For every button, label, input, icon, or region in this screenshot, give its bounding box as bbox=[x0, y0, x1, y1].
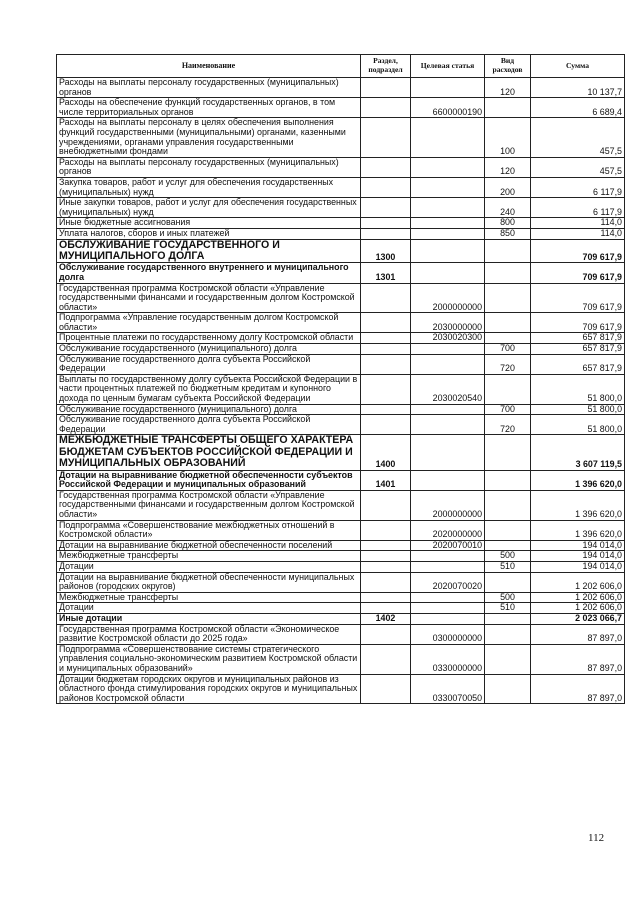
row-section bbox=[361, 603, 411, 614]
row-article bbox=[411, 592, 485, 603]
row-name: Закупка товаров, работ и услуг для обеспечения государственных (муниципальных) нужд bbox=[57, 177, 361, 197]
table-row bbox=[57, 592, 625, 603]
table-row bbox=[57, 263, 625, 283]
row-name: Иные бюджетные ассигнования bbox=[57, 218, 361, 229]
row-article: 2030020300 bbox=[411, 333, 485, 344]
row-section bbox=[361, 98, 411, 118]
row-expense-type bbox=[485, 613, 531, 624]
table-row bbox=[57, 404, 625, 415]
row-name: Иные дотации bbox=[57, 613, 361, 624]
row-sum: 709 617,9 bbox=[531, 283, 625, 313]
row-name: Расходы на выплаты персоналу государственных (муниципальных) органов bbox=[57, 157, 361, 177]
header-type: Вид расходов bbox=[485, 55, 531, 78]
row-name: Дотации на выравнивание бюджетной обеспеченности муниципальных районов (городских округов) bbox=[57, 572, 361, 592]
row-article bbox=[411, 263, 485, 283]
row-sum: 87 897,0 bbox=[531, 644, 625, 674]
row-article bbox=[411, 613, 485, 624]
row-name: Расходы на выплаты персоналу в целях обеспечения выполнения функций государственными (муниципальными) органами, казенными учреждениями, органами управления государственными внебюджетными фондами bbox=[57, 118, 361, 157]
row-sum: 114,0 bbox=[531, 218, 625, 229]
row-name: Дотации на выравнивание бюджетной обеспеченности субъектов Российской Федерации и муниципальных образований bbox=[57, 470, 361, 490]
row-section bbox=[361, 228, 411, 239]
row-name: Подпрограмма «Совершенствование системы стратегического управления социально-экономическим развитием Костромской области и муниципальных образований» bbox=[57, 644, 361, 674]
row-expense-type: 700 bbox=[485, 404, 531, 415]
row-section bbox=[361, 644, 411, 674]
row-sum: 1 202 606,0 bbox=[531, 592, 625, 603]
row-expense-type bbox=[485, 624, 531, 644]
row-sum: 51 800,0 bbox=[531, 404, 625, 415]
row-article: 6600000190 bbox=[411, 98, 485, 118]
row-article: 0300000000 bbox=[411, 624, 485, 644]
row-article bbox=[411, 198, 485, 218]
row-name: Дотации bbox=[57, 561, 361, 572]
row-sum: 1 396 620,0 bbox=[531, 470, 625, 490]
table-row bbox=[57, 572, 625, 592]
row-sum: 457,5 bbox=[531, 118, 625, 157]
row-sum: 6 689,4 bbox=[531, 98, 625, 118]
row-sum: 1 202 606,0 bbox=[531, 572, 625, 592]
row-article: 2000000000 bbox=[411, 490, 485, 520]
row-sum: 657 817,9 bbox=[531, 344, 625, 355]
table-row bbox=[57, 344, 625, 355]
row-article: 2020070010 bbox=[411, 540, 485, 551]
row-name: Государственная программа Костромской области «Управление государственными финансами и государственным долгом Костромской области» bbox=[57, 490, 361, 520]
row-expense-type: 200 bbox=[485, 177, 531, 197]
row-expense-type bbox=[485, 263, 531, 283]
row-article: 2030020540 bbox=[411, 374, 485, 404]
table-header-row bbox=[57, 55, 625, 78]
row-article bbox=[411, 415, 485, 435]
row-section bbox=[361, 283, 411, 313]
row-expense-type bbox=[485, 333, 531, 344]
row-expense-type: 700 bbox=[485, 344, 531, 355]
row-expense-type: 720 bbox=[485, 415, 531, 435]
row-article bbox=[411, 470, 485, 490]
row-name: Расходы на обеспечение функций государственных органов, в том числе территориальных органов bbox=[57, 98, 361, 118]
header-name: Наименование bbox=[57, 55, 361, 78]
row-article bbox=[411, 435, 485, 470]
table-row bbox=[57, 157, 625, 177]
row-article: 0330000000 bbox=[411, 644, 485, 674]
row-name: Дотации бюджетам городских округов и муниципальных районов из областного фонда стимулирования городских округов и муниципальных районов Костромской области bbox=[57, 674, 361, 704]
row-name: Подпрограмма «Совершенствование межбюджетных отношений в Костромской области» bbox=[57, 520, 361, 540]
row-sum: 10 137,7 bbox=[531, 78, 625, 98]
table-row bbox=[57, 354, 625, 374]
row-sum: 709 617,9 bbox=[531, 313, 625, 333]
row-expense-type bbox=[485, 435, 531, 470]
row-name: Обслуживание государственного долга субъекта Российской Федерации bbox=[57, 415, 361, 435]
row-expense-type bbox=[485, 572, 531, 592]
row-section: 1401 bbox=[361, 470, 411, 490]
table-row bbox=[57, 177, 625, 197]
row-section bbox=[361, 218, 411, 229]
row-section bbox=[361, 198, 411, 218]
row-expense-type bbox=[485, 470, 531, 490]
table-row bbox=[57, 283, 625, 313]
row-expense-type bbox=[485, 98, 531, 118]
table-row bbox=[57, 674, 625, 704]
row-section bbox=[361, 415, 411, 435]
table-row bbox=[57, 78, 625, 98]
row-article bbox=[411, 78, 485, 98]
row-section bbox=[361, 344, 411, 355]
row-section: 1301 bbox=[361, 263, 411, 283]
row-article bbox=[411, 218, 485, 229]
page-number: 112 bbox=[588, 832, 605, 844]
table-row bbox=[57, 561, 625, 572]
row-section bbox=[361, 404, 411, 415]
row-name: Обслуживание государственного долга субъекта Российской Федерации bbox=[57, 354, 361, 374]
row-name: ОБСЛУЖИВАНИЕ ГОСУДАРСТВЕННОГО И МУНИЦИПАЛЬНОГО ДОЛГА bbox=[57, 239, 361, 263]
row-name: Дотации на выравнивание бюджетной обеспеченности поселений bbox=[57, 540, 361, 551]
row-sum: 6 117,9 bbox=[531, 177, 625, 197]
row-section bbox=[361, 572, 411, 592]
row-article bbox=[411, 603, 485, 614]
row-expense-type bbox=[485, 239, 531, 263]
row-name: Выплаты по государственному долгу субъекта Российской Федерации в части процентных платежей по бюджетным кредитам и купонного дохода по ценным бумагам субъекта Российской Федерации bbox=[57, 374, 361, 404]
row-article bbox=[411, 157, 485, 177]
row-section bbox=[361, 674, 411, 704]
row-article bbox=[411, 118, 485, 157]
row-sum: 3 607 119,5 bbox=[531, 435, 625, 470]
table-row bbox=[57, 490, 625, 520]
row-sum: 1 202 606,0 bbox=[531, 603, 625, 614]
table-row bbox=[57, 98, 625, 118]
row-sum: 87 897,0 bbox=[531, 674, 625, 704]
row-article bbox=[411, 561, 485, 572]
row-article: 0330070050 bbox=[411, 674, 485, 704]
row-sum: 457,5 bbox=[531, 157, 625, 177]
row-expense-type: 800 bbox=[485, 218, 531, 229]
row-expense-type bbox=[485, 374, 531, 404]
row-expense-type: 720 bbox=[485, 354, 531, 374]
row-name: Подпрограмма «Управление государственным долгом Костромской области» bbox=[57, 313, 361, 333]
row-name: Государственная программа Костромской области «Управление государственными финансами и государственным долгом Костромской области» bbox=[57, 283, 361, 313]
row-name: Межбюджетные трансферты bbox=[57, 551, 361, 562]
row-sum: 194 014,0 bbox=[531, 551, 625, 562]
row-sum: 51 800,0 bbox=[531, 415, 625, 435]
row-section bbox=[361, 354, 411, 374]
table-row bbox=[57, 540, 625, 551]
row-expense-type bbox=[485, 674, 531, 704]
row-sum: 6 117,9 bbox=[531, 198, 625, 218]
table-row bbox=[57, 333, 625, 344]
row-article bbox=[411, 228, 485, 239]
row-sum: 194 014,0 bbox=[531, 561, 625, 572]
row-name: Процентные платежи по государственному долгу Костромской области bbox=[57, 333, 361, 344]
row-section bbox=[361, 313, 411, 333]
table-row bbox=[57, 470, 625, 490]
row-article bbox=[411, 239, 485, 263]
table-row bbox=[57, 313, 625, 333]
row-section bbox=[361, 592, 411, 603]
row-expense-type: 500 bbox=[485, 592, 531, 603]
row-article: 2020070020 bbox=[411, 572, 485, 592]
table-row bbox=[57, 415, 625, 435]
row-section bbox=[361, 78, 411, 98]
row-name: Обслуживание государственного внутреннего и муниципального долга bbox=[57, 263, 361, 283]
row-name: Расходы на выплаты персоналу государственных (муниципальных) органов bbox=[57, 78, 361, 98]
header-article: Целевая статья bbox=[411, 55, 485, 78]
row-expense-type: 510 bbox=[485, 603, 531, 614]
row-name: Уплата налогов, сборов и иных платежей bbox=[57, 228, 361, 239]
row-section bbox=[361, 490, 411, 520]
row-expense-type: 850 bbox=[485, 228, 531, 239]
row-name: МЕЖБЮДЖЕТНЫЕ ТРАНСФЕРТЫ ОБЩЕГО ХАРАКТЕРА БЮДЖЕТАМ СУБЪЕКТОВ РОССИЙСКОЙ ФЕДЕРАЦИИ И МУНИЦИПАЛЬНЫХ ОБРАЗОВАНИЙ bbox=[57, 435, 361, 470]
row-section: 1400 bbox=[361, 435, 411, 470]
table-row bbox=[57, 198, 625, 218]
row-sum: 87 897,0 bbox=[531, 624, 625, 644]
header-sum: Сумма bbox=[531, 55, 625, 78]
row-section bbox=[361, 551, 411, 562]
row-name: Дотации bbox=[57, 603, 361, 614]
row-article bbox=[411, 344, 485, 355]
row-expense-type: 510 bbox=[485, 561, 531, 572]
table-row bbox=[57, 239, 625, 263]
row-sum: 114,0 bbox=[531, 228, 625, 239]
row-article: 2020000000 bbox=[411, 520, 485, 540]
row-expense-type bbox=[485, 520, 531, 540]
row-sum: 657 817,9 bbox=[531, 354, 625, 374]
row-expense-type: 120 bbox=[485, 78, 531, 98]
row-name: Межбюджетные трансферты bbox=[57, 592, 361, 603]
table-row bbox=[57, 613, 625, 624]
table-row bbox=[57, 603, 625, 614]
row-section bbox=[361, 540, 411, 551]
row-sum: 709 617,9 bbox=[531, 263, 625, 283]
row-expense-type: 240 bbox=[485, 198, 531, 218]
row-section bbox=[361, 374, 411, 404]
row-section bbox=[361, 520, 411, 540]
row-expense-type bbox=[485, 644, 531, 674]
row-name: Иные закупки товаров, работ и услуг для обеспечения государственных (муниципальных) нужд bbox=[57, 198, 361, 218]
row-section bbox=[361, 333, 411, 344]
table-row bbox=[57, 520, 625, 540]
row-name: Государственная программа Костромской области «Экономическое развитие Костромской области до 2025 года» bbox=[57, 624, 361, 644]
row-sum: 657 817,9 bbox=[531, 333, 625, 344]
row-expense-type bbox=[485, 540, 531, 551]
header-section: Раздел, подраздел bbox=[361, 55, 411, 78]
row-sum: 1 396 620,0 bbox=[531, 490, 625, 520]
table-row bbox=[57, 218, 625, 229]
row-expense-type bbox=[485, 283, 531, 313]
table-row bbox=[57, 374, 625, 404]
row-sum: 1 396 620,0 bbox=[531, 520, 625, 540]
row-article bbox=[411, 404, 485, 415]
row-sum: 51 800,0 bbox=[531, 374, 625, 404]
row-name: Обслуживание государственного (муниципального) долга bbox=[57, 404, 361, 415]
row-section bbox=[361, 157, 411, 177]
table-row bbox=[57, 435, 625, 470]
row-sum: 2 023 066,7 bbox=[531, 613, 625, 624]
budget-table bbox=[56, 54, 625, 704]
row-section bbox=[361, 177, 411, 197]
row-article bbox=[411, 177, 485, 197]
row-section: 1402 bbox=[361, 613, 411, 624]
table-row bbox=[57, 228, 625, 239]
table-row bbox=[57, 118, 625, 157]
row-article: 2000000000 bbox=[411, 283, 485, 313]
row-name: Обслуживание государственного (муниципального) долга bbox=[57, 344, 361, 355]
row-expense-type: 100 bbox=[485, 118, 531, 157]
row-article: 2030000000 bbox=[411, 313, 485, 333]
table-row bbox=[57, 624, 625, 644]
row-expense-type bbox=[485, 490, 531, 520]
row-article bbox=[411, 551, 485, 562]
table-row bbox=[57, 644, 625, 674]
row-article bbox=[411, 354, 485, 374]
row-section bbox=[361, 561, 411, 572]
row-expense-type: 120 bbox=[485, 157, 531, 177]
row-sum: 194 014,0 bbox=[531, 540, 625, 551]
row-section bbox=[361, 118, 411, 157]
row-expense-type: 500 bbox=[485, 551, 531, 562]
row-section bbox=[361, 624, 411, 644]
row-expense-type bbox=[485, 313, 531, 333]
table-row bbox=[57, 551, 625, 562]
row-sum: 709 617,9 bbox=[531, 239, 625, 263]
row-section: 1300 bbox=[361, 239, 411, 263]
table-body bbox=[57, 78, 625, 704]
